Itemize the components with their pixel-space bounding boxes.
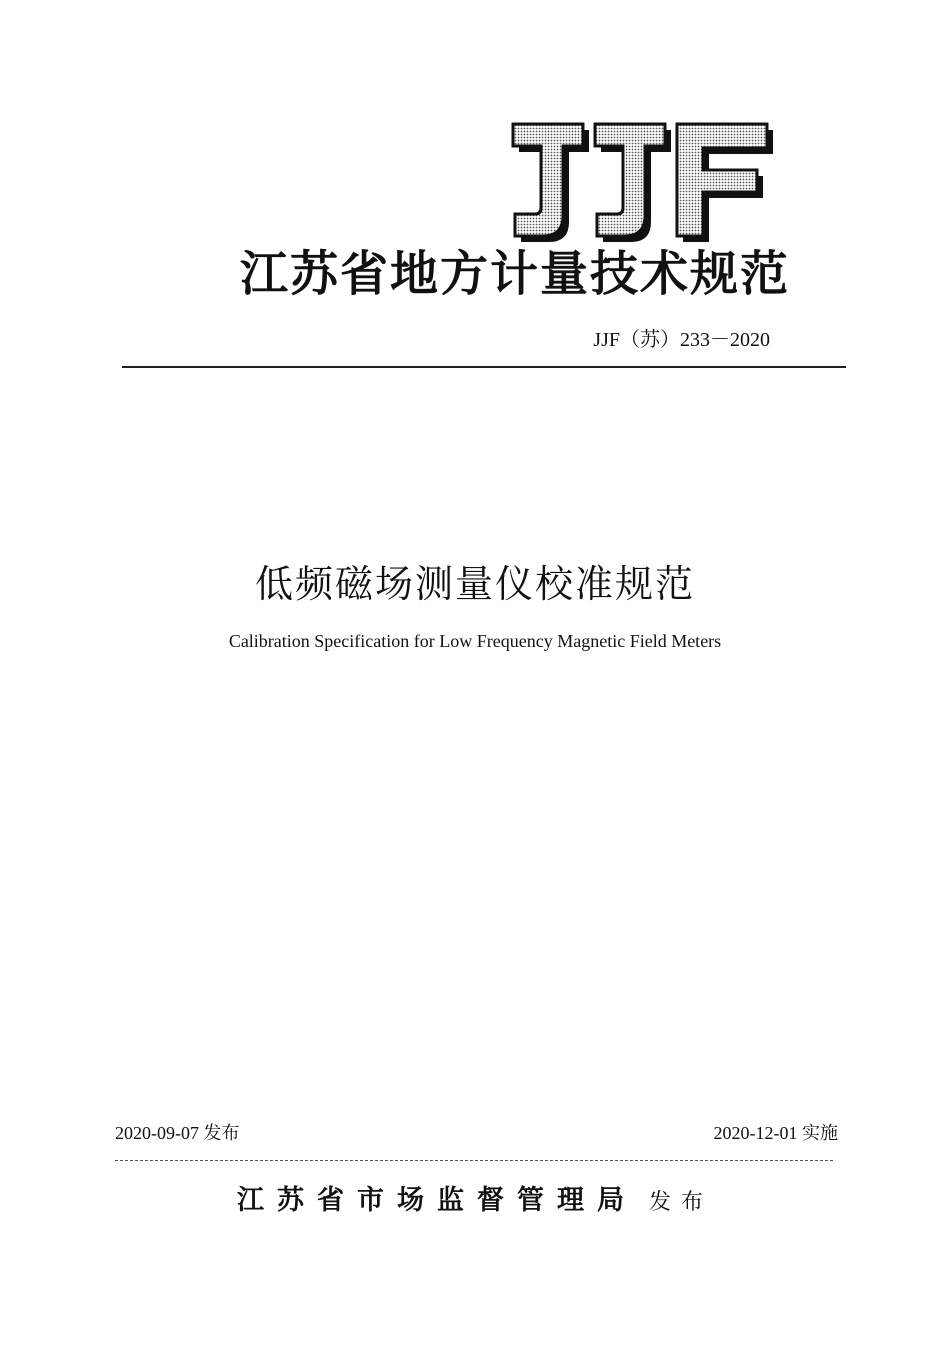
document-title-chinese: 低频磁场测量仪校准规范	[254, 562, 695, 606]
footer-divider	[115, 1160, 833, 1161]
issuer-action: 发布	[648, 1190, 713, 1215]
jjf-logo	[505, 118, 785, 248]
issuer-name: 江苏省市场监督管理局	[236, 1185, 637, 1216]
header-divider	[122, 366, 846, 368]
standard-number: JJF（苏）233－2020	[593, 329, 770, 351]
issue-date: 2020-09-07 发布	[115, 1123, 240, 1143]
issuer-line	[0, 1187, 950, 1214]
document-title-english: Calibration Specification for Low Frequency Magnetic Field Meters	[228, 631, 722, 651]
series-title: 江苏省地方计量技术规范	[239, 246, 790, 302]
effective-date: 2020-12-01 实施	[713, 1123, 838, 1143]
